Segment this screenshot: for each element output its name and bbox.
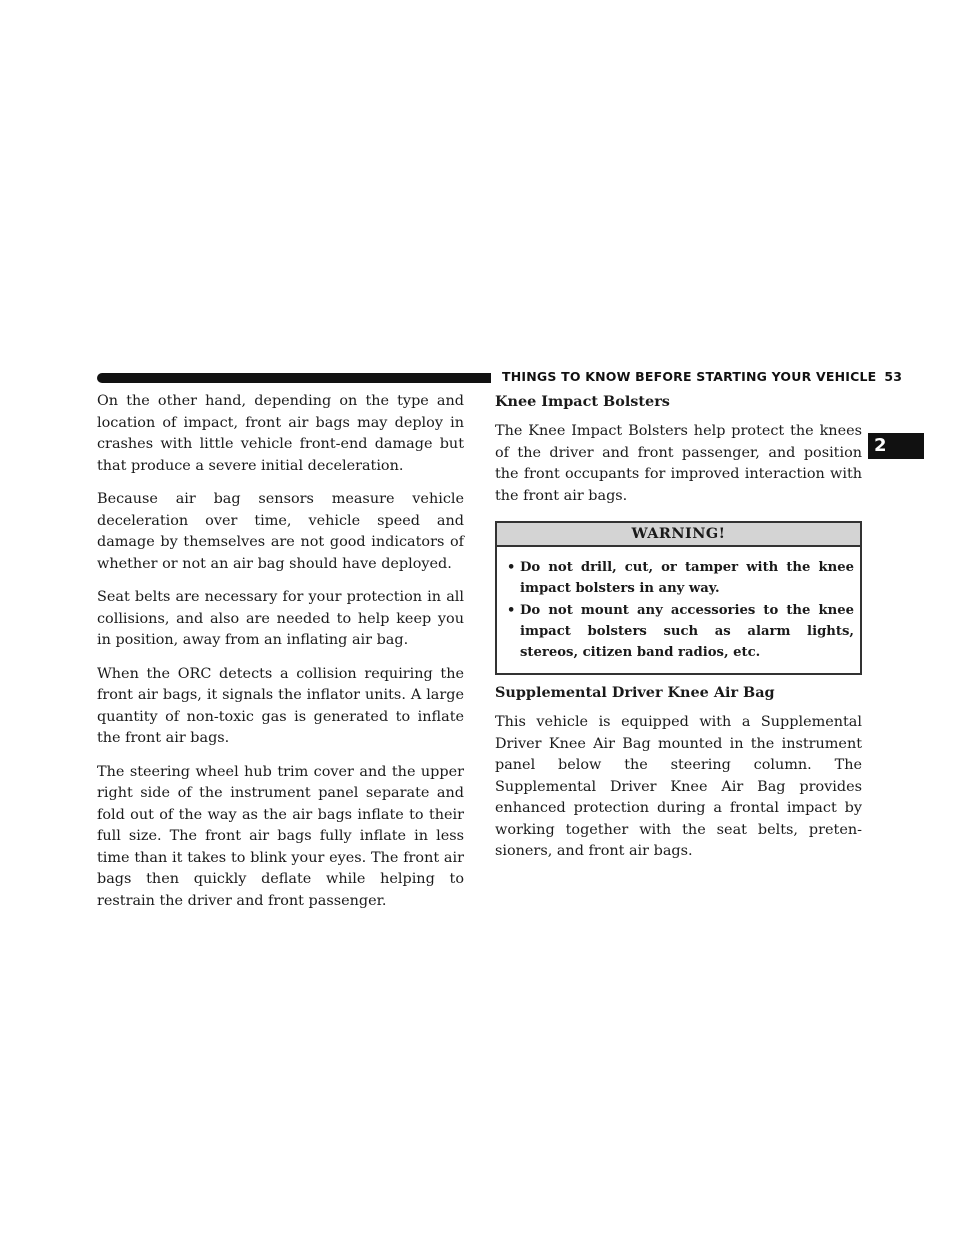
paragraph: Because air bag sensors measure vehicle deceleration over time, vehicle speed and damage by themselves are not good indicators of whether or not an air bag should have deployed. (97, 491, 464, 572)
bullet-icon: • (507, 560, 516, 575)
right-column (495, 392, 862, 875)
left-column (97, 391, 464, 924)
warning-item-text: Do not mount any accessories to the knee impact bolsters such as alarm lights, stereos, citizen band radios, etc. (520, 603, 854, 660)
warning-item (507, 557, 854, 599)
header-rule (97, 373, 491, 383)
warning-item-text: Do not drill, cut, or tamper with the knee impact bolsters in any way. (520, 560, 854, 596)
warning-title: WARNING! (497, 523, 860, 547)
paragraph: On the other hand, depending on the type and location of impact, front air bags may deploy in crashes with little vehicle front-end damage but that produce a severe initial deceleration. (97, 393, 464, 474)
running-header (502, 369, 902, 384)
warning-list (497, 547, 860, 673)
knee-air-bag-heading: Supplemental Driver Knee Air Bag (495, 684, 775, 701)
page-number: 53 (884, 369, 903, 384)
paragraph: Seat belts are necessary for your protection in all collisions, and also are needed to help keep you in position, away from an inflating air bag. (97, 589, 464, 648)
section-title: THINGS TO KNOW BEFORE STARTING YOUR VEHICLE (502, 369, 877, 384)
warning-box (495, 521, 862, 675)
chapter-tab: 2 (868, 433, 924, 459)
bullet-icon: • (507, 603, 516, 618)
knee-bolsters-text: The Knee Impact Bolsters help protect the knees of the driver and front passenger, and position the front occupants for improved interaction with the front air bags. (495, 423, 862, 504)
knee-bolsters-heading: Knee Impact Bolsters (495, 393, 670, 410)
warning-item (507, 600, 854, 663)
paragraph: When the ORC detects a collision requiring the front air bags, it signals the inflator units. A large quantity of non-toxic gas is generated to inflate the front air bags. (97, 665, 464, 746)
paragraph: The steering wheel hub trim cover and the upper right side of the instrument panel separate and fold out of the way as the air bags inflate to their full size. The front air bags fully inflate in less time than it takes to blink your eyes. The front air bags then quickly deflate while helping to restrain the driver and front passenger. (97, 763, 464, 909)
knee-air-bag-text: This vehicle is equipped with a Supplemental Driver Knee Air Bag mounted in the instrument panel below the steering column. The Supplemental Driver Knee Air Bag provides enhanced protection during a frontal impact by working together with the seat belts, pretensioners, and front air bags. (495, 714, 862, 859)
